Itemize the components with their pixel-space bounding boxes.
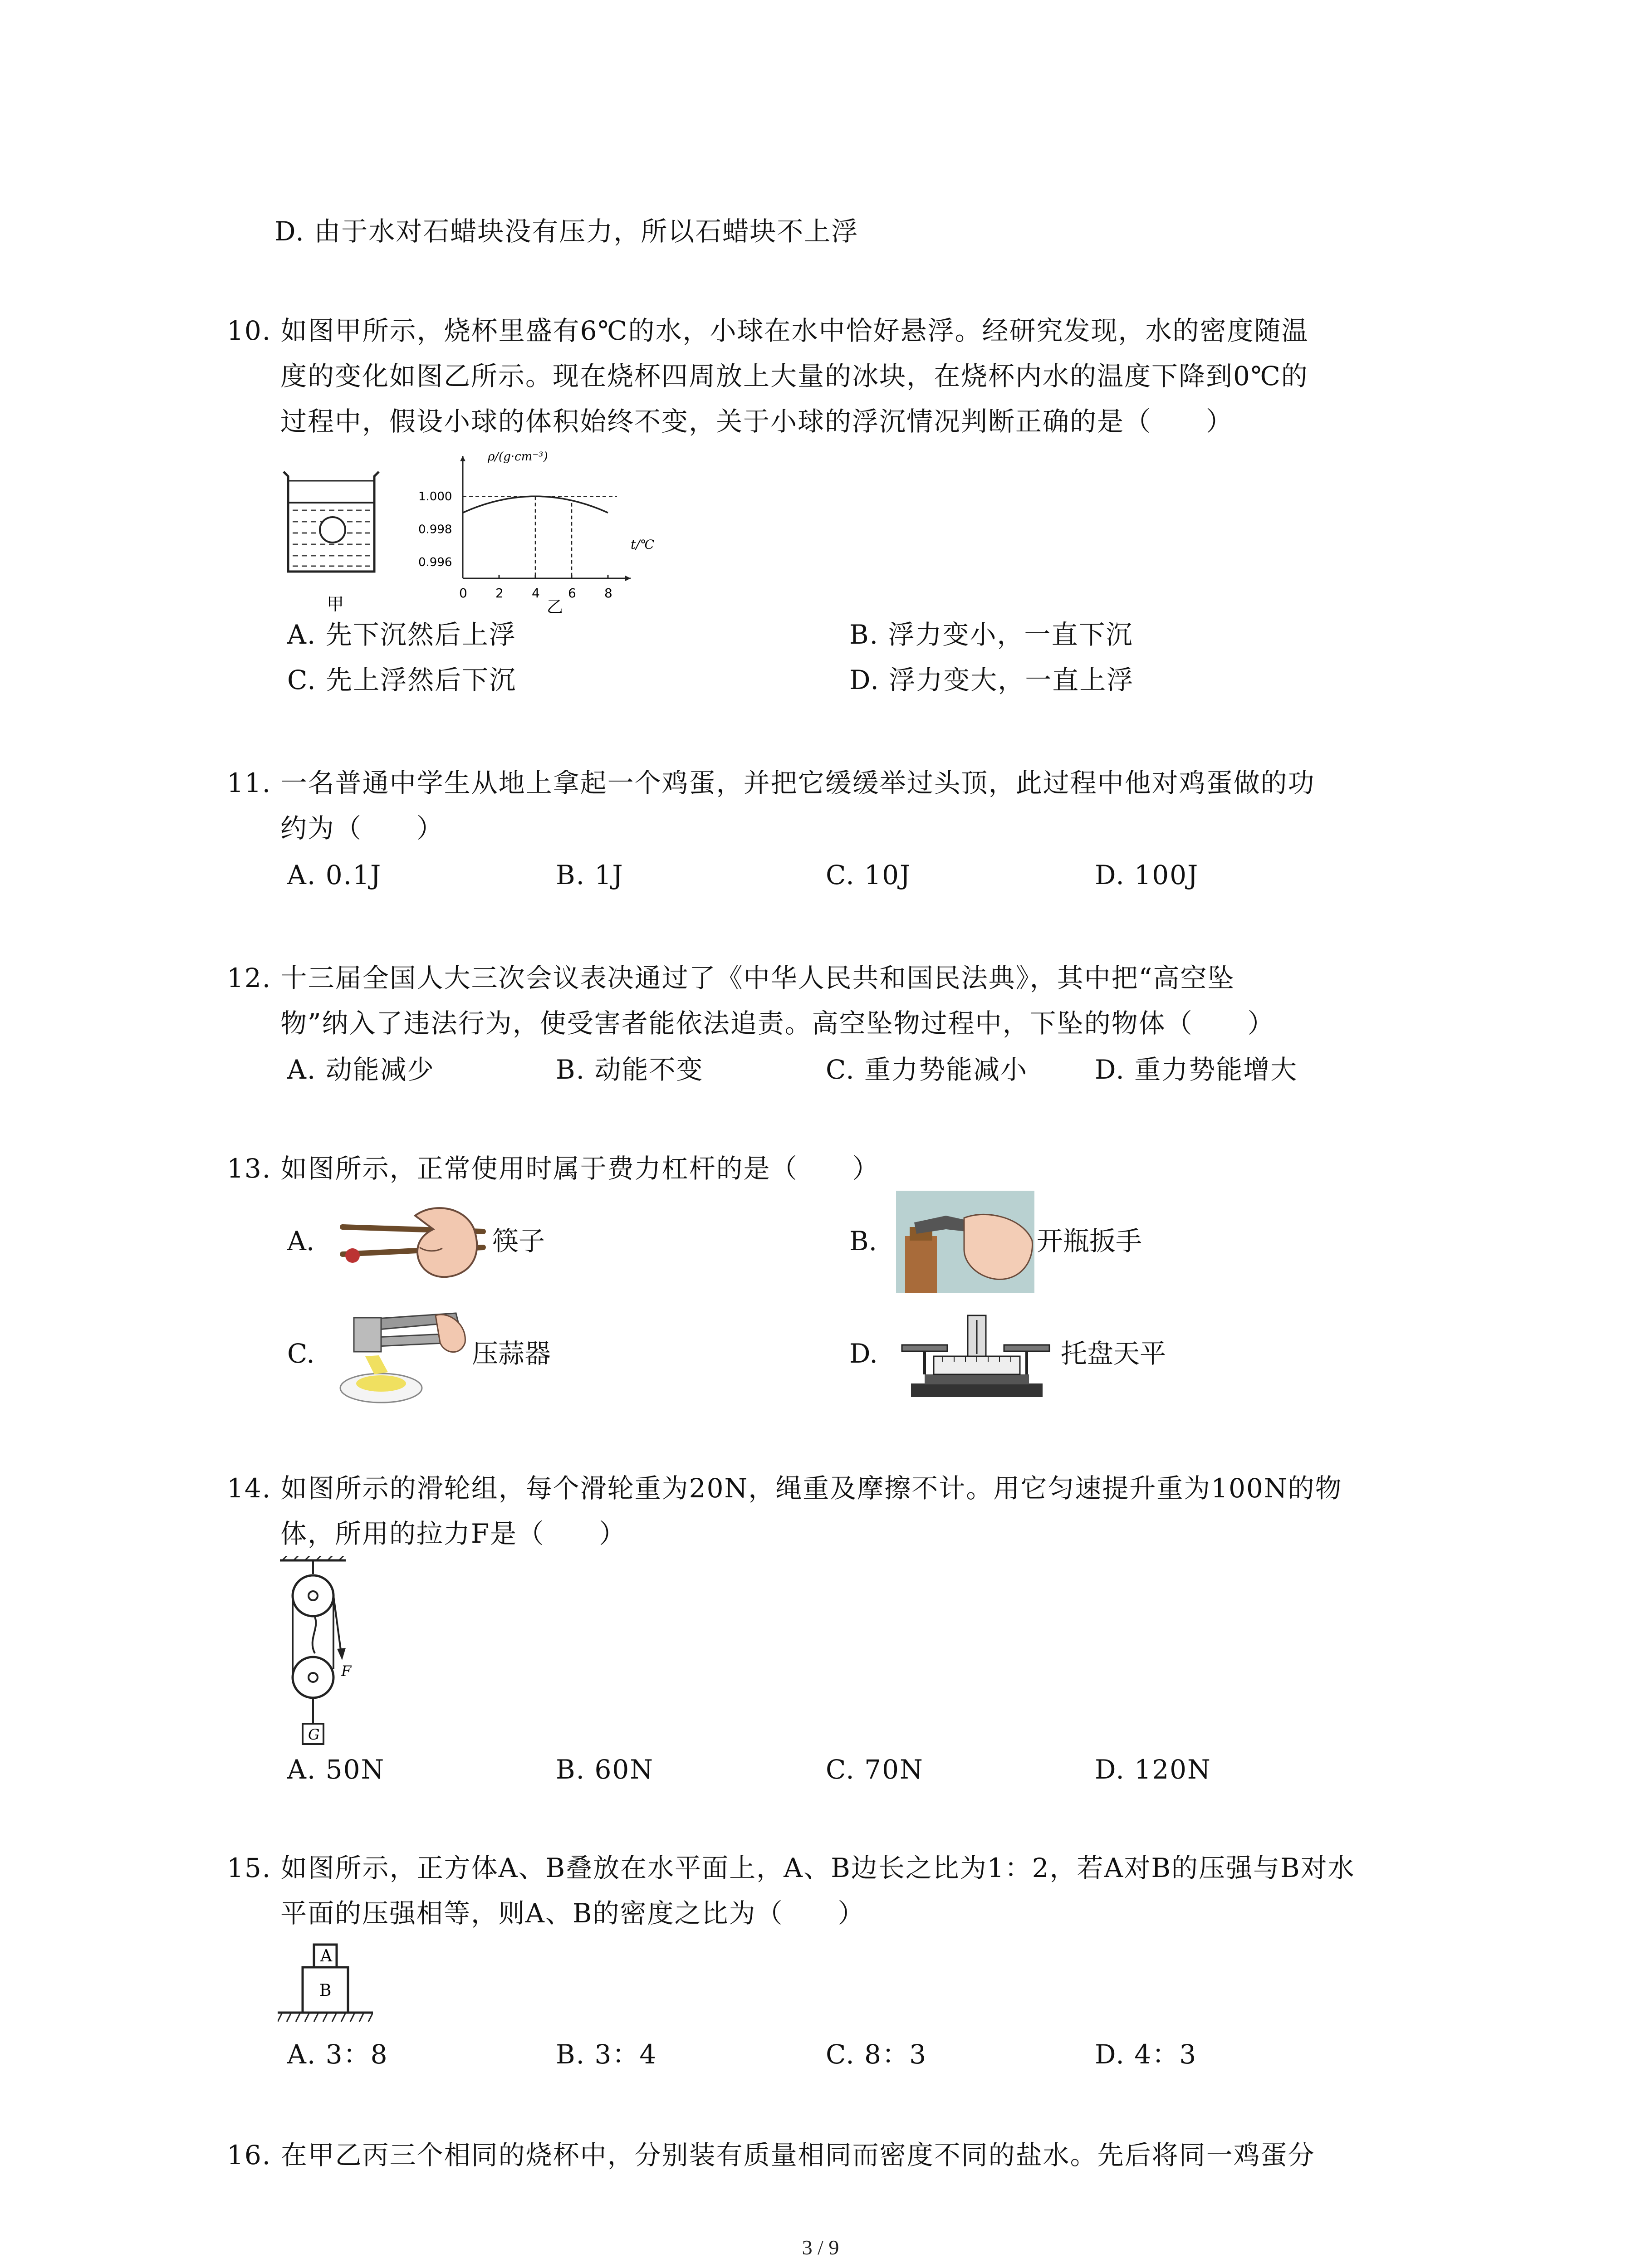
q11-option-d[interactable]: D. 100J	[1095, 860, 1199, 890]
q14-option-b[interactable]: B. 60N	[556, 1754, 654, 1785]
q11-line-2: 约为（ ）	[280, 813, 444, 844]
ball-shape	[320, 517, 345, 543]
chart-y-axis-label: ρ/(g·cm⁻³)	[488, 450, 548, 464]
q12-option-b[interactable]: B. 动能不变	[556, 1054, 704, 1085]
q15-option-a[interactable]: A. 3：8	[287, 2039, 388, 2070]
q14-option-c[interactable]: C. 70N	[826, 1754, 924, 1785]
q16-line: 16. 在甲乙丙三个相同的烧杯中，分别装有质量相同而密度不同的盐水。先后将同一鸡蛋分	[227, 2140, 1315, 2170]
pulley-f-label: F	[341, 1662, 352, 1680]
chart-x-tick-label: 4	[532, 586, 540, 601]
q10-line-3: 过程中，假设小球的体积始终不变，关于小球的浮沉情况判断正确的是（ ）	[280, 406, 1234, 437]
chart-x-tick-label: 2	[495, 586, 504, 601]
q13-option-a[interactable]: A.	[287, 1226, 315, 1256]
q13-line: 13. 如图所示，正常使用时属于费力杠杆的是（ ）	[227, 1153, 880, 1184]
q13-option-b[interactable]: B.	[849, 1226, 877, 1256]
chart-x-tick-label: 6	[568, 586, 576, 601]
q15-line-2: 平面的压强相等，则A、B的密度之比为（ ）	[280, 1898, 865, 1929]
chart-x-tick-label: 8	[604, 586, 612, 601]
q12-option-c[interactable]: C. 重力势能减小	[826, 1054, 1028, 1085]
chart-y-tick-label: 0.996	[418, 555, 452, 569]
q10-option-d[interactable]: D. 浮力变大，一直上浮	[849, 665, 1134, 695]
density-chart	[417, 447, 671, 619]
q12-line-1: 12. 十三届全国人大三次会议表决通过了《中华人民共和国民法典》，其中把“高空坠	[227, 963, 1235, 993]
chart-axes	[460, 456, 631, 581]
q10-option-c[interactable]: C. 先上浮然后下沉	[287, 665, 517, 695]
q14-line-1: 14. 如图所示的滑轮组，每个滑轮重为20N，绳重及摩擦不计。用它匀速提升重为100N的物	[227, 1473, 1342, 1504]
q10-line-1: 10. 如图甲所示，烧杯里盛有6℃的水，小球在水中恰好悬浮。经研究发现，水的密度随温	[227, 315, 1309, 346]
chopsticks-image	[338, 1198, 488, 1284]
chart-series	[463, 496, 617, 578]
q11-option-c[interactable]: C. 10J	[826, 860, 911, 890]
q15-option-d[interactable]: D. 4：3	[1095, 2039, 1197, 2070]
page-number: 3 / 9	[802, 2236, 839, 2259]
q11-line-1: 11. 一名普通中学生从地上拿起一个鸡蛋，并把它缓缓举过头顶，此过程中他对鸡蛋做的功	[227, 767, 1315, 798]
q10-option-a[interactable]: A. 先下沉然后上浮	[287, 619, 516, 650]
chart-y-arrow	[460, 456, 465, 461]
chart-x-axis-label: t/℃	[631, 537, 655, 552]
q13-caption-c: 压蒜器	[472, 1338, 551, 1369]
q12-option-a[interactable]: A. 动能减少	[287, 1054, 435, 1085]
q12-option-d[interactable]: D. 重力势能增大	[1095, 1054, 1298, 1085]
q13-caption-d: 托盘天平	[1061, 1338, 1166, 1369]
cube-b-label: B	[319, 1981, 332, 2000]
q13-option-d[interactable]: D.	[849, 1338, 878, 1369]
q15-option-b[interactable]: B. 3：4	[556, 2039, 657, 2070]
chart-y-tick-label: 0.998	[418, 523, 452, 537]
balance-scale-image	[897, 1311, 1054, 1402]
garlic-press-image	[338, 1297, 470, 1406]
chart-x-tick-label: 0	[459, 586, 467, 601]
pulley-system-figure	[278, 1556, 359, 1751]
q11-option-a[interactable]: A. 0.1J	[287, 860, 382, 890]
q10-line-2: 度的变化如图乙所示。现在烧杯四周放上大量的冰块，在烧杯内水的温度下降到0℃的	[280, 361, 1308, 391]
q15-option-c[interactable]: C. 8：3	[826, 2039, 927, 2070]
pulley-g-label: G	[308, 1726, 320, 1743]
q11-option-b[interactable]: B. 1J	[556, 860, 624, 890]
chart-ticks	[418, 490, 612, 601]
fixed-pulley	[293, 1575, 333, 1616]
q14-option-a[interactable]: A. 50N	[287, 1754, 385, 1785]
q13-option-c[interactable]: C.	[287, 1338, 315, 1369]
stacked-cubes-figure	[278, 1942, 373, 2028]
movable-pulley	[293, 1657, 333, 1698]
q13-caption-b: 开瓶扳手	[1037, 1226, 1142, 1256]
fig-jia-label: 甲	[327, 594, 344, 614]
cube-a-label: A	[320, 1947, 332, 1965]
chart-y-tick-label: 1.000	[418, 490, 452, 504]
q14-option-d[interactable]: D. 120N	[1095, 1754, 1211, 1785]
q9-option-d: D. 由于水对石蜡块没有压力，所以石蜡块不上浮	[274, 216, 859, 247]
q13-caption-a: 筷子	[492, 1226, 545, 1256]
beaker-figure	[279, 467, 383, 617]
fig-yi-label: 乙	[547, 598, 563, 616]
q14-line-2: 体，所用的拉力F是（ ）	[280, 1518, 627, 1549]
q12-line-2: 物”纳入了违法行为，使受害者能依法追责。高空坠物过程中，下坠的物体（ ）	[280, 1008, 1275, 1039]
chart-x-arrow	[625, 576, 631, 581]
q10-option-b[interactable]: B. 浮力变小，一直下沉	[849, 619, 1133, 650]
bottle-opener-image	[896, 1191, 1034, 1293]
q15-line-1: 15. 如图所示，正方体A、B叠放在水平面上，A、B边长之比为1：2，若A对B的压强与B对水	[227, 1853, 1355, 1883]
